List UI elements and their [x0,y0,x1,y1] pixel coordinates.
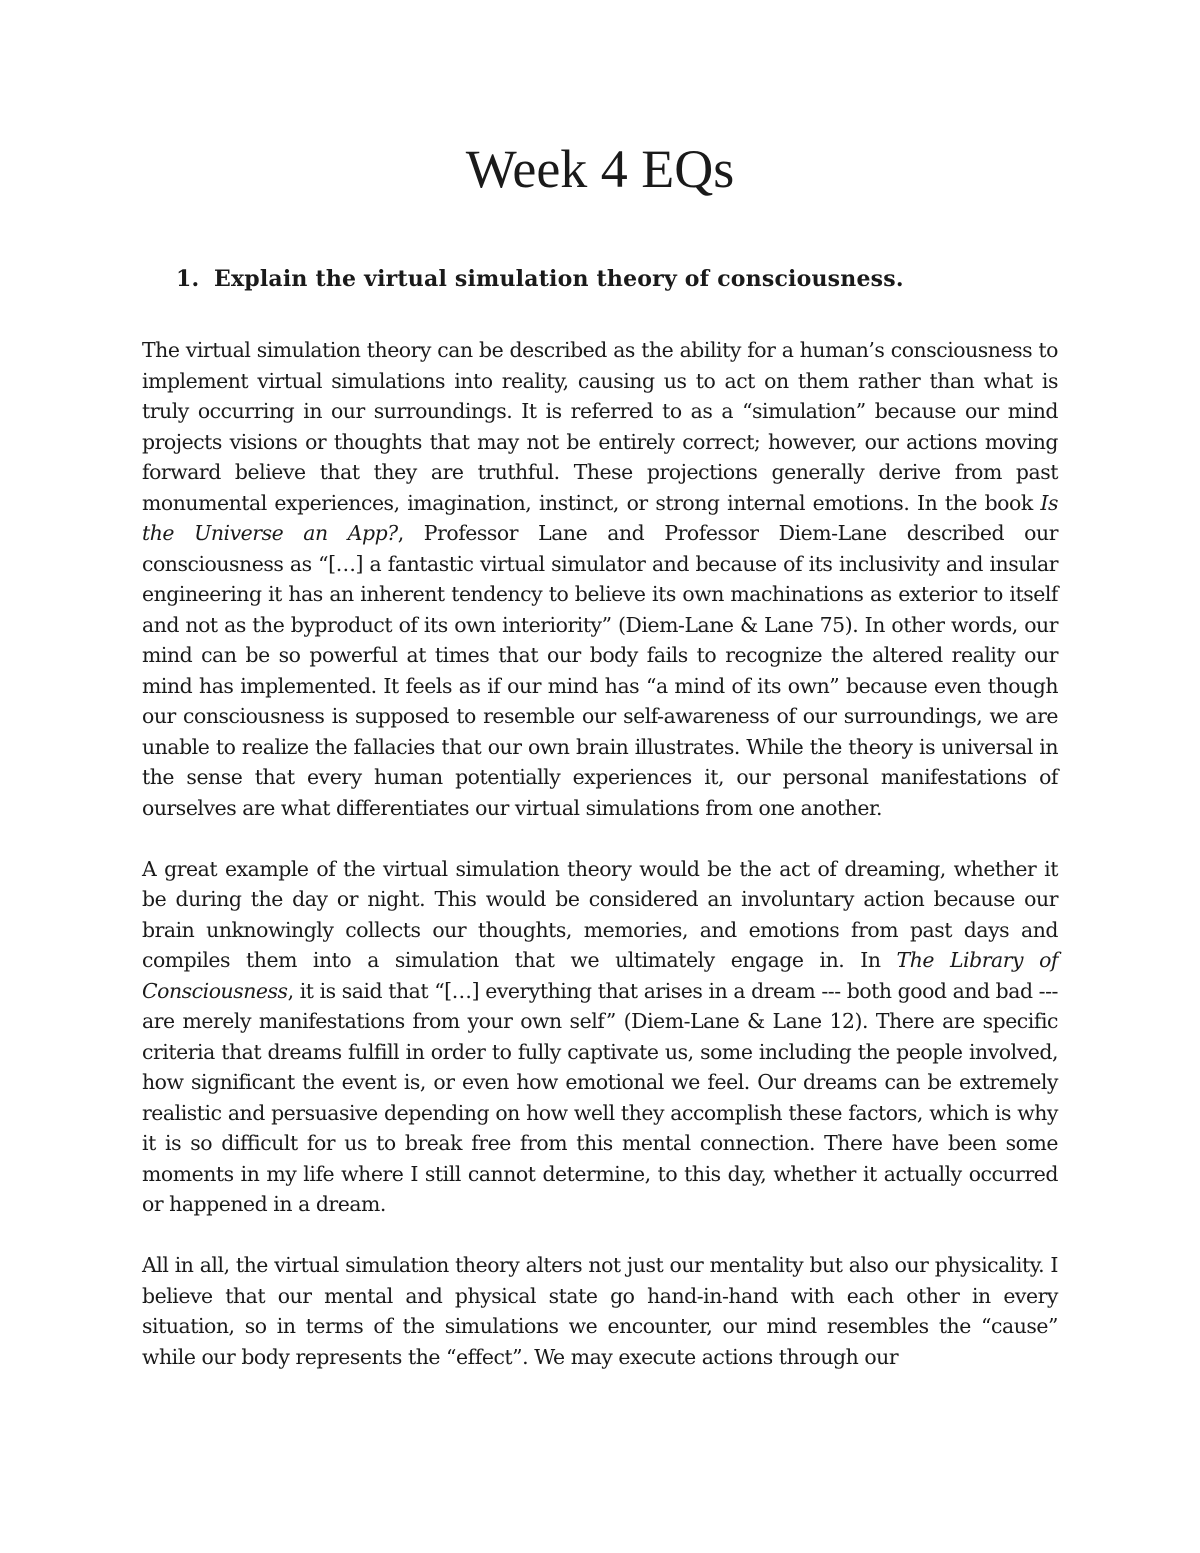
question-text: Explain the virtual simulation theory of consciousness. [214,266,904,292]
paragraph-2-text-a: A great example of the virtual simulation theory would be the act of dreaming, whether it be during the day or night. This would be considered an involuntary action because our brain unknowingly collects our thoughts, memories, and emotions from past days and compiles them into a simulation that we ultimately engage in. In [142,856,1058,972]
paragraph-1-text-a: The virtual simulation theory can be described as the ability for a human’s consciousness to implement virtual simulations into reality, causing us to act on them rather than what is truly occurring in our surroundings. It is referred to as a “simulation” because our mind projects visions or thoughts that may not be entirely correct; however, our actions moving forward believe that they are truthful. These projections generally derive from past monumental experiences, imagination, instinct, or strong internal emotions. In the book [142,338,1058,515]
paragraph-1 [142,335,1058,823]
page-title: Week 4 EQs [465,139,735,199]
paragraph-2-text-b: , it is said that “[…] everything that arises in a dream --- both good and bad --- are merely manifestations from your own self” (Diem-Lane & Lane 12). There are specific criteria that dreams fulfill in order to fully captivate us, some including the people involved, how significant the event is, or even how emotional we feel. Our dreams can be extremely realistic and persuasive depending on how well they accomplish these factors, which is why it is so difficult for us to break free from this mental connection. There have been some moments in my life where I still cannot determine, to this day, whether it actually occurred or happened in a dream. [142,978,1058,1216]
book-title-universe-app: Is the Universe an App? [142,490,1058,545]
question-number: 1. [176,266,200,292]
paragraph-1-text-b: , Professor Lane and Professor Diem-Lane described our consciousness as “[…] a fantastic virtual simulator and because of its inclusivity and insular engineering it has an inherent tendency to believe its own machinations as exterior to itself and not as the byproduct of its own interiority” (Diem-Lane & Lane 75). In other words, our mind can be so powerful at times that our body fails to recognize the altered reality our mind has implemented. It feels as if our mind has “a mind of its own” because even though our consciousness is supposed to resemble our self-awareness of our surroundings, we are unable to realize the fallacies that our own brain illustrates. While the theory is universal in the sense that every human potentially experiences it, our personal manifestations of ourselves are what differentiates our virtual simulations from one another. [142,521,1058,820]
book-title-library-consciousness: The Library of Consciousness [142,948,1059,1003]
question-heading [176,265,1076,294]
answer-body [142,335,1058,1403]
paragraph-3-text: All in all, the virtual simulation theory alters not just our mentality but also our physicality. I believe that our mental and physical state go hand-in-hand with each other in every situation, so in terms of the simulations we encounter, our mind resembles the “cause” while our body represents the “effect”. We may execute actions through our [142,1253,1058,1369]
paragraph-2 [142,854,1058,1220]
paragraph-3 [142,1250,1058,1372]
